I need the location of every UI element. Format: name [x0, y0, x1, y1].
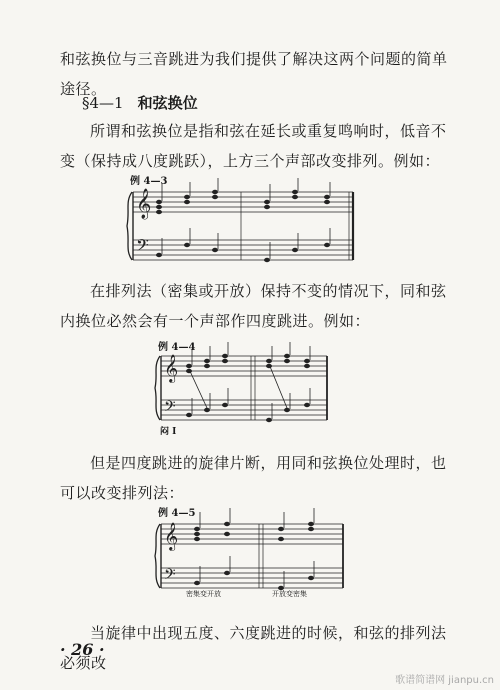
paragraph-inversion-rule: 在排列法（密集或开放）保持不变的情况下，同和弦内换位必然会有一个声部作四度跳进。例如： — [60, 282, 447, 330]
figure-label: 闷 I — [160, 427, 177, 437]
example-label: 例 4—5 — [158, 508, 196, 519]
svg-text:𝄢: 𝄢 — [164, 566, 176, 587]
svg-text:𝄞: 𝄞 — [136, 189, 152, 219]
svg-text:𝄞: 𝄞 — [164, 354, 179, 382]
section-number: §4—1 — [82, 94, 124, 112]
music-example-4-4 — [155, 348, 330, 428]
section-title: 和弦换位 — [137, 94, 198, 112]
music-example-4-5 — [155, 514, 345, 596]
svg-text:𝄢: 𝄢 — [164, 398, 176, 419]
example-label: 例 4—3 — [130, 176, 168, 187]
example-label: 例 4—4 — [158, 342, 196, 353]
paragraph-definition: 所谓和弦换位是指和弦在延长或重复鸣响时，低音不变（保持成八度跳跃），上方三个声部改变排列。例如： — [60, 122, 447, 170]
svg-text:𝄞: 𝄞 — [164, 522, 179, 550]
paragraph-fourth-leap: 但是四度跳进的旋律片断，用同和弦换位处理时，也可以改变排列法： — [60, 454, 447, 502]
section-heading — [82, 92, 198, 113]
music-example-4-3 — [127, 182, 357, 272]
paragraph-fifth-sixth-leap: 当旋律中出现五度、六度跳进的时候，和弦的排列法必须改 — [60, 624, 447, 672]
page-number: · 26 · — [60, 640, 105, 659]
paragraph-intro: 和弦换位与三音跳进为我们提供了解决这两个问题的简单途径。 — [60, 50, 448, 98]
caption-open-to-close: 开放变密集 — [272, 590, 307, 598]
caption-close-to-open: 密集变开放 — [186, 590, 221, 598]
watermark: 歌谱简谱网 jianpu.cn — [395, 675, 494, 686]
svg-text:𝄢: 𝄢 — [136, 235, 149, 259]
